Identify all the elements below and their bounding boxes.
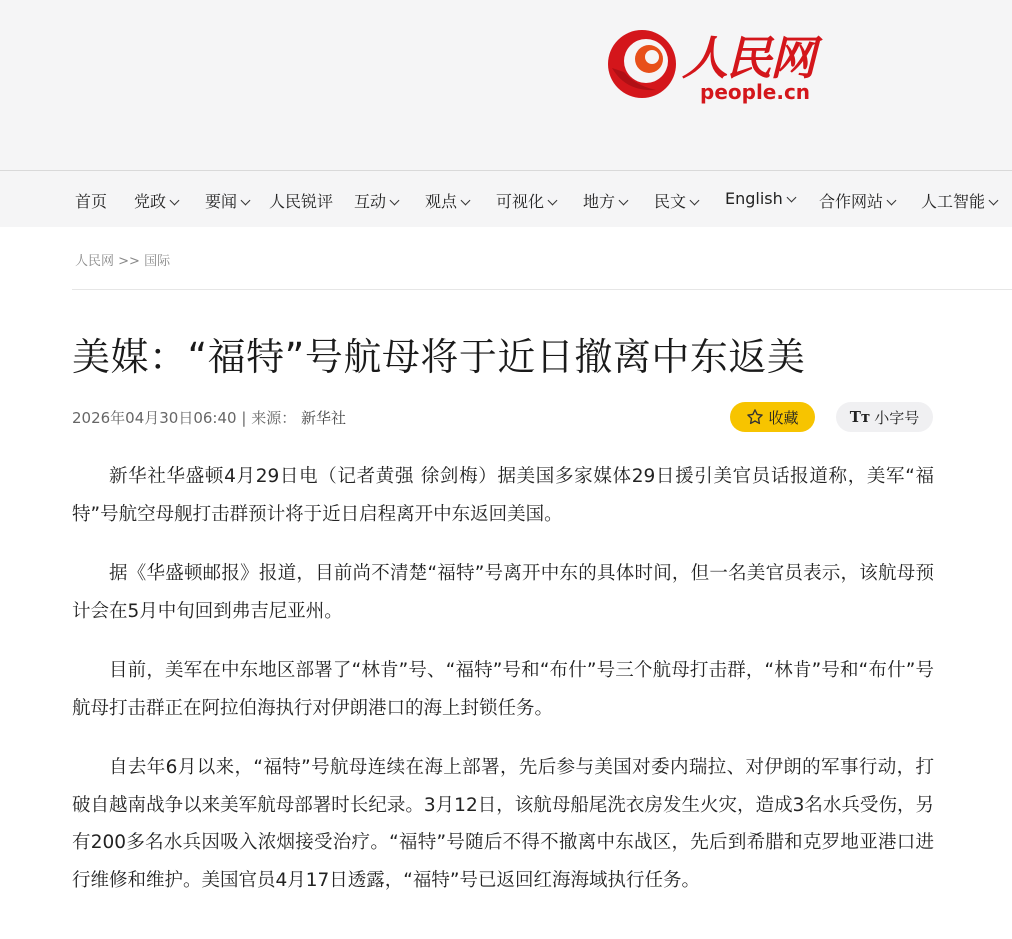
publish-datetime: 2026年04月30日06:40 [72, 409, 237, 427]
article-paragraph: 目前，美军在中东地区部署了“林肯”号、“福特”号和“布什”号三个航母打击群，“林肯”号和“布什”号航母打击群正在阿拉伯海执行对伊朗港口的海上封锁任务。 [72, 660, 934, 719]
chevron-down-icon [887, 196, 897, 206]
nav-item-partners[interactable]: 合作网站 [819, 189, 895, 212]
article-title: 美媒：“福特”号航母将于近日撤离中东返美 [72, 335, 806, 379]
article-paragraph: 新华社华盛顿4月29日电（记者黄强 徐剑梅）据美国多家媒体29日援引美官员话报道称，美军“福特”号航空母舰打击群预计将于近日启程离开中东返回美国。 [72, 466, 934, 525]
article-meta [72, 407, 346, 428]
nav-item-visual[interactable]: 可视化 [496, 189, 556, 212]
breadcrumb [75, 250, 170, 269]
logo-emblem-icon [606, 28, 678, 100]
nav-item-minority-languages[interactable]: 民文 [654, 189, 698, 212]
nav-item-news[interactable]: 要闻 [205, 189, 249, 212]
breadcrumb-section[interactable]: 国际 [144, 254, 171, 269]
font-size-button[interactable] [836, 402, 933, 432]
nav-item-interaction[interactable]: 互动 [354, 189, 398, 212]
chevron-down-icon [170, 196, 180, 206]
chevron-down-icon [390, 196, 400, 206]
article-body [72, 458, 934, 921]
chevron-down-icon [548, 196, 558, 206]
nav-item-english[interactable]: English [725, 189, 795, 208]
font-size-icon: Tт [849, 408, 871, 426]
nav-item-commentary[interactable]: 人民锐评 [269, 192, 334, 211]
main-nav [0, 170, 1012, 227]
chevron-down-icon [989, 196, 999, 206]
chevron-down-icon [241, 196, 251, 206]
chevron-down-icon [619, 196, 629, 206]
article-paragraph: 自去年6月以来，“福特”号航母连续在海上部署，先后参与美国对委内瑞拉、对伊朗的军事行动，打破自越南战争以来美军航母部署时长纪录。3月12日，该航母船尾洗衣房发生火灾，造成3名水兵受伤，另有200多名水兵因吸入浓烟接受治疗。“福特”号随后不得不撤离中东战区，先后到希腊和克罗地亚港口进行维修和维护。美国官员4月17日透露，“福特”号已返回红海海域执行任务。 [72, 757, 934, 891]
nav-item-home[interactable]: 首页 [75, 192, 108, 211]
site-header [0, 0, 1012, 170]
font-size-label: 小字号 [874, 408, 920, 427]
source-label: 来源： [251, 409, 297, 427]
breadcrumb-separator: >> [118, 254, 140, 269]
chevron-down-icon [690, 196, 700, 206]
chevron-down-icon [461, 196, 471, 206]
nav-item-party[interactable]: 党政 [134, 189, 178, 212]
breadcrumb-home[interactable]: 人民网 [75, 254, 115, 269]
star-icon [746, 408, 764, 426]
source-name[interactable]: 新华社 [301, 409, 347, 427]
nav-item-opinion[interactable]: 观点 [425, 189, 469, 212]
site-logo[interactable] [606, 24, 821, 110]
article-paragraph: 据《华盛顿邮报》报道，目前尚不清楚“福特”号离开中东的具体时间，但一名美官员表示，该航母预计会在5月中旬回到弗吉尼亚州。 [72, 563, 934, 622]
favorite-label: 收藏 [768, 408, 799, 427]
meta-separator: | [241, 409, 247, 427]
nav-item-ai[interactable]: 人工智能 [921, 189, 997, 212]
logo-english-text: people.cn [700, 80, 811, 104]
nav-item-local[interactable]: 地方 [583, 189, 627, 212]
logo-chinese-text: 人民网 [682, 31, 814, 85]
favorite-button[interactable] [730, 402, 815, 432]
divider [72, 289, 1012, 290]
chevron-down-icon [786, 193, 796, 203]
